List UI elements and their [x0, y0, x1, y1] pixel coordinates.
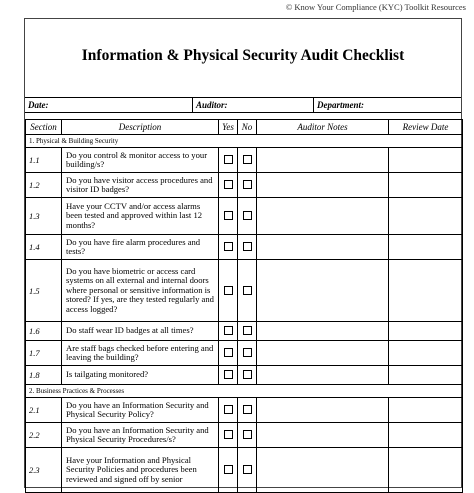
col-section-header: Section: [26, 120, 62, 135]
item-description: Do you have visitor access procedures and visitor ID badges?: [62, 173, 219, 198]
no-checkbox[interactable]: [243, 180, 252, 189]
review-date-cell[interactable]: [389, 260, 463, 322]
table-row: [26, 448, 463, 493]
item-description: Do you have an Information Security and Physical Security Procedures/s?: [62, 423, 219, 448]
no-checkbox[interactable]: [243, 465, 252, 474]
item-description: Are staff bags checked before entering and leaving the building?: [62, 341, 219, 366]
review-date-cell[interactable]: [389, 235, 463, 260]
review-date-cell[interactable]: [389, 198, 463, 235]
item-number: 1.8: [26, 366, 62, 385]
auditor-notes-cell[interactable]: [257, 235, 389, 260]
item-description: Have your Information and Physical Security Policies and procedures been reviewed and signed off by senior: [62, 448, 219, 493]
auditor-notes-cell[interactable]: [257, 448, 389, 493]
item-number: 1.3: [26, 198, 62, 235]
auditor-notes-cell[interactable]: [257, 260, 389, 322]
table-row: [26, 173, 463, 198]
no-checkbox[interactable]: [243, 286, 252, 295]
department-field[interactable]: Department:: [313, 98, 463, 112]
auditor-field[interactable]: Auditor:: [192, 98, 313, 112]
auditor-notes-cell[interactable]: [257, 148, 389, 173]
section-row: [26, 135, 463, 148]
table-row: [26, 322, 463, 341]
review-date-cell[interactable]: [389, 398, 463, 423]
no-checkbox[interactable]: [243, 405, 252, 414]
checklist-table: [25, 119, 463, 493]
no-checkbox[interactable]: [243, 370, 252, 379]
review-date-cell[interactable]: [389, 148, 463, 173]
table-row: [26, 341, 463, 366]
no-checkbox[interactable]: [243, 348, 252, 357]
table-row: [26, 398, 463, 423]
table-row: [26, 148, 463, 173]
yes-checkbox[interactable]: [224, 465, 233, 474]
yes-checkbox[interactable]: [224, 348, 233, 357]
item-description: Do you have biometric or access card systems on all external and internal doors where personal or sensitive information is stored? If yes, are they tested regularly and access logged?: [62, 260, 219, 322]
page-title: Information & Physical Security Audit Checklist: [81, 47, 405, 64]
yes-checkbox[interactable]: [224, 405, 233, 414]
auditor-notes-cell[interactable]: [257, 398, 389, 423]
copyright-notice: © Know Your Compliance (KYC) Toolkit Resources: [285, 2, 466, 12]
review-date-cell[interactable]: [389, 366, 463, 385]
review-date-cell[interactable]: [389, 173, 463, 198]
item-description: Is tailgating monitored?: [62, 366, 219, 385]
item-number: 1.4: [26, 235, 62, 260]
item-description: Have your CCTV and/or access alarms been tested and approved within last 12 months?: [62, 198, 219, 235]
table-row: [26, 198, 463, 235]
item-description: Do you have fire alarm procedures and tests?: [62, 235, 219, 260]
yes-checkbox[interactable]: [224, 242, 233, 251]
item-description: Do you control & monitor access to your building/s?: [62, 148, 219, 173]
auditor-notes-cell[interactable]: [257, 173, 389, 198]
item-number: 1.5: [26, 260, 62, 322]
item-number: 1.2: [26, 173, 62, 198]
no-checkbox[interactable]: [243, 155, 252, 164]
table-row: [26, 423, 463, 448]
header-row: [26, 120, 463, 135]
date-field[interactable]: Date:: [28, 100, 49, 110]
col-review-header: Review Date: [389, 120, 463, 135]
item-number: 2.1: [26, 398, 62, 423]
item-description: Do staff wear ID badges at all times?: [62, 322, 219, 341]
item-description: Do you have an Information Security and Physical Security Policy?: [62, 398, 219, 423]
table-row: [26, 366, 463, 385]
review-date-cell[interactable]: [389, 322, 463, 341]
no-checkbox[interactable]: [243, 211, 252, 220]
auditor-notes-cell[interactable]: [257, 366, 389, 385]
table-row: [26, 260, 463, 322]
yes-checkbox[interactable]: [224, 326, 233, 335]
item-number: 1.1: [26, 148, 62, 173]
yes-checkbox[interactable]: [224, 155, 233, 164]
yes-checkbox[interactable]: [224, 430, 233, 439]
col-yes-header: Yes: [219, 120, 238, 135]
auditor-notes-cell[interactable]: [257, 341, 389, 366]
item-number: 1.7: [26, 341, 62, 366]
review-date-cell[interactable]: [389, 423, 463, 448]
yes-checkbox[interactable]: [224, 370, 233, 379]
col-no-header: No: [238, 120, 257, 135]
table-row: [26, 235, 463, 260]
auditor-notes-cell[interactable]: [257, 198, 389, 235]
yes-checkbox[interactable]: [224, 286, 233, 295]
no-checkbox[interactable]: [243, 430, 252, 439]
item-number: 2.3: [26, 448, 62, 493]
yes-checkbox[interactable]: [224, 211, 233, 220]
no-checkbox[interactable]: [243, 242, 252, 251]
col-description-header: Description: [62, 120, 219, 135]
review-date-cell[interactable]: [389, 341, 463, 366]
auditor-notes-cell[interactable]: [257, 423, 389, 448]
info-row: [25, 97, 461, 113]
section-title: 2. Business Practices & Processes: [26, 385, 463, 398]
section-title: 1. Physical & Building Security: [26, 135, 463, 148]
item-number: 2.2: [26, 423, 62, 448]
review-date-cell[interactable]: [389, 448, 463, 493]
col-notes-header: Auditor Notes: [257, 120, 389, 135]
no-checkbox[interactable]: [243, 326, 252, 335]
yes-checkbox[interactable]: [224, 180, 233, 189]
checklist-sheet: [24, 18, 462, 488]
section-row: [26, 385, 463, 398]
auditor-notes-cell[interactable]: [257, 322, 389, 341]
item-number: 1.6: [26, 322, 62, 341]
